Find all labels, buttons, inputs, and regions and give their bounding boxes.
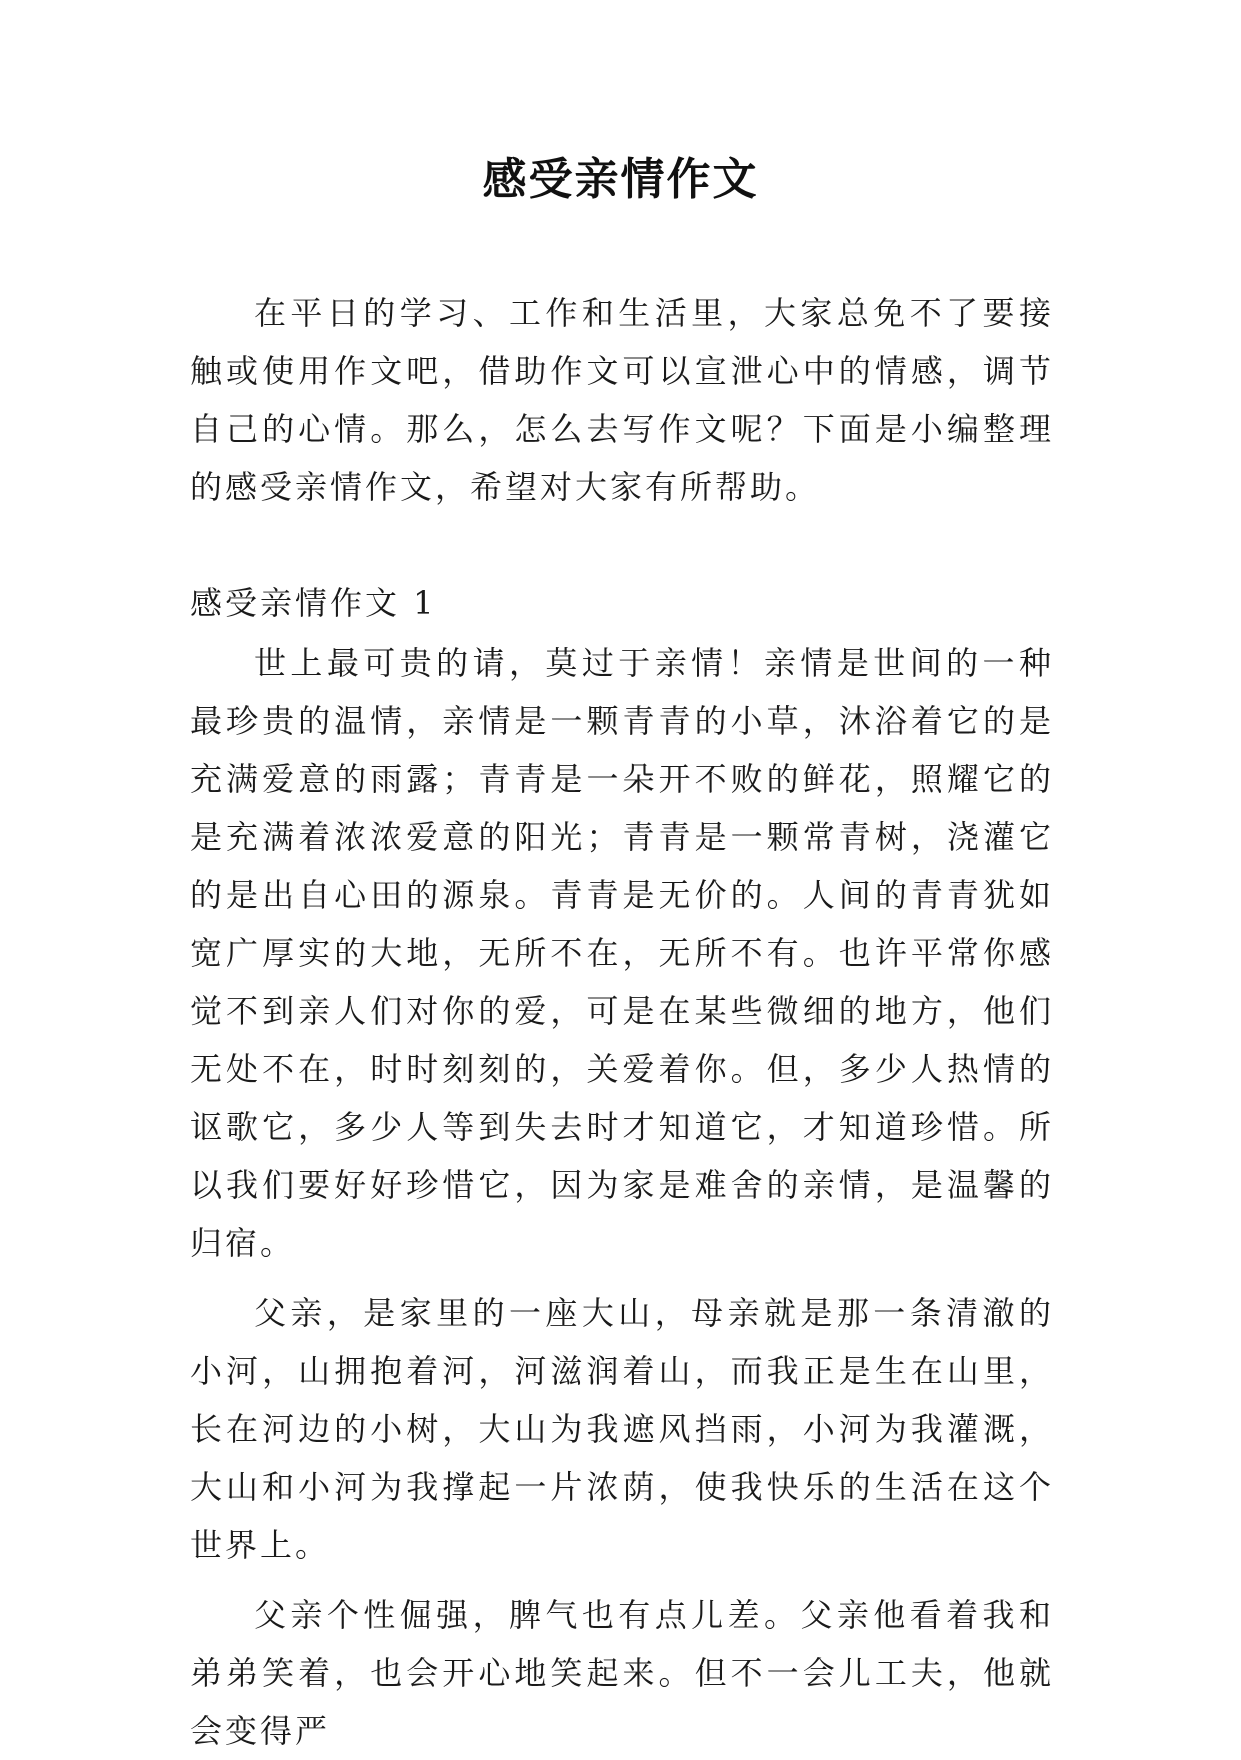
document-body [190,284,1054,1760]
section-heading: 感受亲情作文 1 [190,584,437,622]
essay-paragraph-3: 父亲个性倔强，脾气也有点儿差。父亲他看着我和弟弟笑着，也会开心地笑起来。但不一会儿工夫，他就会变得严 [190,1596,1054,1750]
document-title: 感受亲情作文 [482,154,759,205]
essay-paragraph-2: 父亲，是家里的一座大山，母亲就是那一条清澈的小河，山拥抱着河，河滋润着山，而我正是生在山里，长在河边的小树，大山为我遮风挡雨，小河为我灌溉，大山和小河为我撑起一片浓荫，使我快乐的生活在这个世界上。 [190,1294,1054,1564]
essay-paragraph-1: 世上最可贵的请，莫过于亲情！亲情是世间的一种最珍贵的温情，亲情是一颗青青的小草，沐浴着它的是充满爱意的雨露；青青是一朵开不败的鲜花，照耀它的是充满着浓浓爱意的阳光；青青是一颗常青树，浇灌它的是出自心田的源泉。青青是无价的。人间的青青犹如宽广厚实的大地，无所不在，无所不有。也许平常你感觉不到亲人们对你的爱，可是在某些微细的地方，他们无处不在，时时刻刻的，关爱着你。但，多少人热情的讴歌它，多少人等到失去时才知道它，才知道珍惜。所以我们要好好珍惜它，因为家是难舍的亲情，是温馨的归宿。 [190,644,1054,1262]
intro-paragraph: 在平日的学习、工作和生活里，大家总免不了要接触或使用作文吧，借助作文可以宣泄心中的情感，调节自己的心情。那么，怎么去写作文呢？下面是小编整理的感受亲情作文，希望对大家有所帮助。 [190,294,1054,506]
